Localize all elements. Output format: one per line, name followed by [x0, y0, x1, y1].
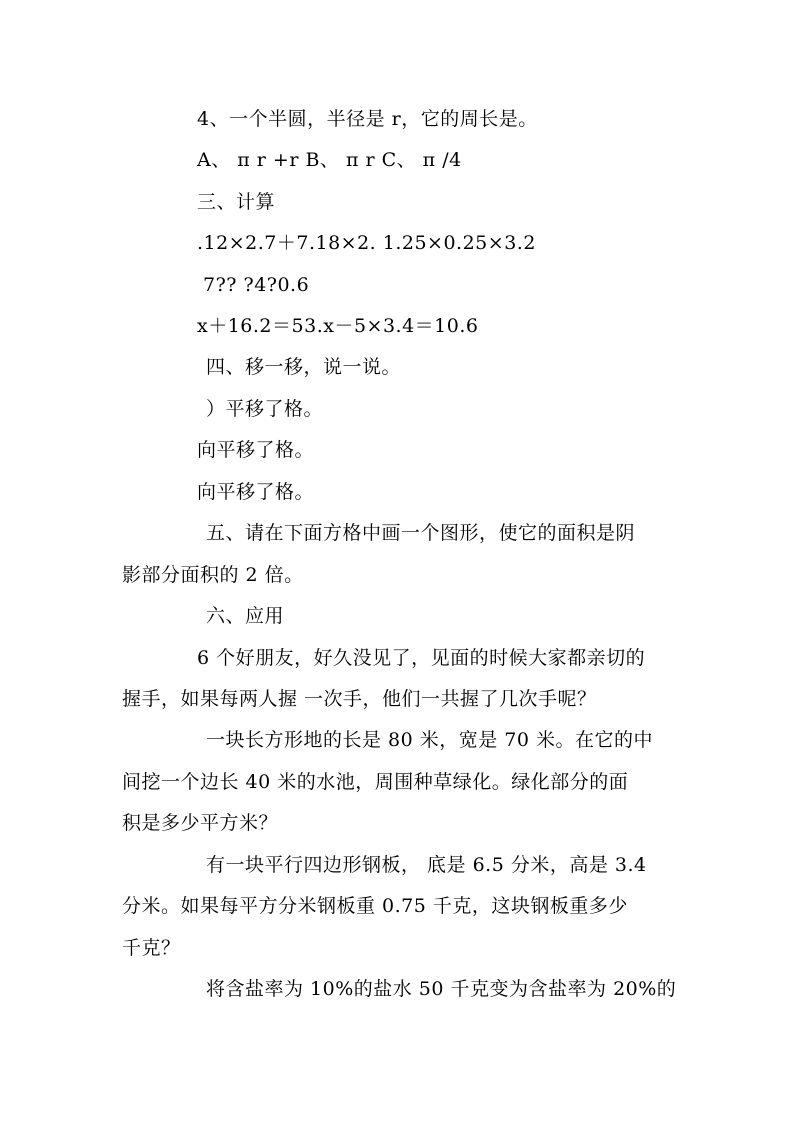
- problem-steel-plate-line-2: 分米。如果每平方分米钢板重 0.75 千克，这块钢板重多少: [122, 895, 628, 917]
- section-5-text-line-1: 五、请在下面方格中画一个图形，使它的面积是阴: [206, 522, 636, 544]
- calculation-line-1: .12×2.7＋7.18×2. 1.25×0.25×3.2: [197, 232, 536, 254]
- translation-line-1: ）平移了格。: [206, 398, 324, 420]
- question-4-options: A、 π r +r B、 π r C、 π /4: [197, 149, 462, 171]
- section-5-text-line-2: 影部分面积的 2 倍。: [122, 564, 304, 586]
- problem-handshake-line-1: 6 个好朋友，好久没见了，见面的时候大家都亲切的: [197, 647, 646, 669]
- calculation-line-2: 7?? ?4?0.6: [203, 274, 310, 296]
- problem-steel-plate-line-1: 有一块平行四边形钢板， 底是 6.5 分米，高是 3.4: [206, 854, 647, 876]
- problem-handshake-line-2: 握手，如果每两人握 一次手，他们一共握了几次手呢？: [122, 688, 597, 710]
- problem-salt-water-line-1: 将含盐率为 10%的盐水 50 千克变为含盐率为 20%的: [206, 978, 677, 1000]
- equation-line: x＋16.2＝53.x－5×3.4＝10.6: [197, 315, 479, 337]
- translation-line-2: 向平移了格。: [197, 439, 315, 461]
- section-4-heading: 四、移一移，说一说。: [206, 356, 402, 378]
- section-3-heading: 三、计算: [197, 191, 276, 213]
- translation-line-3: 向平移了格。: [197, 481, 315, 503]
- problem-rectangle-line-3: 积是多少平方米？: [122, 812, 279, 834]
- problem-rectangle-line-2: 间挖一个边长 40 米的水池，周围种草绿化。绿化部分的面: [122, 771, 629, 793]
- problem-steel-plate-line-3: 千克？: [122, 937, 181, 959]
- problem-rectangle-line-1: 一块长方形地的长是 80 米，宽是 70 米。在它的中: [206, 729, 654, 751]
- question-4-semicircle-perimeter: 4、一个半圆，半径是 r，它的周长是。: [197, 108, 538, 130]
- section-6-heading: 六、应用: [206, 605, 285, 627]
